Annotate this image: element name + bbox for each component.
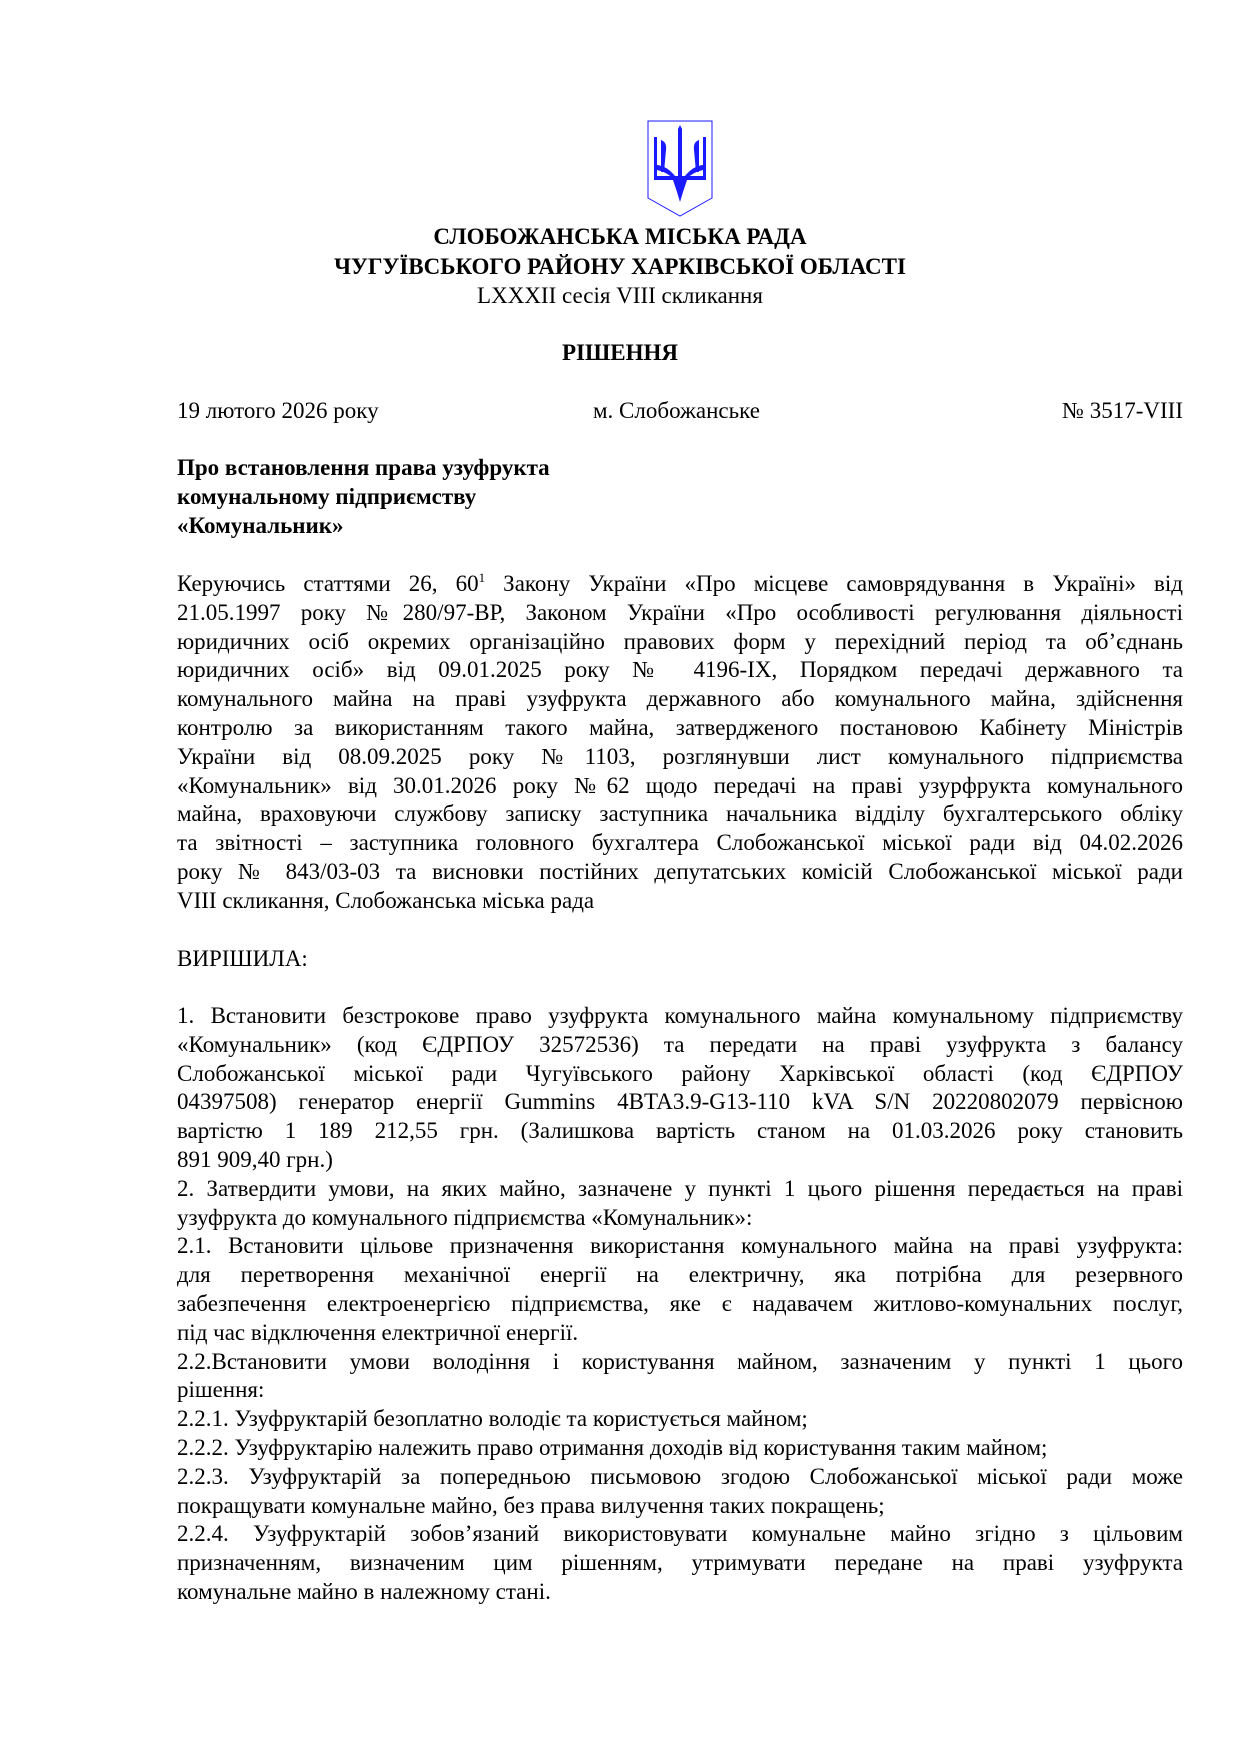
coat-of-arms-icon [647,120,713,217]
district-name: ЧУГУЇВСЬКОГО РАЙОНУ ХАРКІВСЬКОЇ ОБЛАСТІ [334,254,906,279]
resolution-line: рішення: [177,1377,265,1403]
session-info: LXXXII сесія VIII скликання [477,283,763,308]
resolution-line: під час відключення електричної енергії. [177,1319,579,1345]
resolution-paragraph [177,1520,1183,1606]
resolution-line: покращувати комунальне майно, без права вилучення таких покращень; [177,1492,885,1518]
subject-line: Про встановлення права узуфрукта [177,455,550,480]
superscript: 1 [478,570,486,585]
decision-place: м. Слобожанське [593,398,760,423]
resolution-line: призначенням, визначеним цим рішенням, утримувати передане на праві узуфрукта [177,1550,1183,1576]
decision-date: 19 лютого 2026 року [177,398,379,423]
resolution-line: «Комунальник» (код ЄДРПОУ 32572536) та передати на праві узуфрукта з балансу [177,1031,1183,1057]
preamble-line: майна, враховуючи службову записку заступника начальника відділу бухгалтерського обліку [177,801,1183,827]
document-type-title: РІШЕННЯ [562,340,678,365]
resolution-paragraph [177,1002,1183,1175]
resolution-paragraph [177,1405,1183,1434]
resolution-line: узуфрукта до комунального підприємства «Комунальник»: [177,1204,753,1230]
resolution-line: 2.2.Встановити умови володіння і користування майном, зазначеним у пункті 1 цього [177,1348,1183,1374]
resolution-paragraph [177,1348,1183,1406]
resolution-paragraph [177,1463,1183,1521]
resolution-line: 2.2.1. Узуфруктарій безоплатно володіє та користується майном; [177,1406,808,1432]
subject-line: комунальному підприємству [177,483,477,509]
preamble-text: Керуючись статтями 26, 60 [177,571,479,596]
decision-number: № 3517-VIII [1062,398,1183,423]
preamble-line: року № 843/03-03 та висновки постійних депутатських комісій Слобожанської міської ради [177,858,1183,884]
resolution-paragraph [177,1175,1183,1233]
preamble-line: та звітності – заступника головного бухгалтера Слобожанської міської ради від 04.02.2026 [177,830,1183,856]
resolution-line: 1. Встановити безстрокове право узуфрукта комунального майна комунальному підприємству [177,1003,1183,1028]
council-name: СЛОБОЖАНСЬКА МІСЬКА РАДА [433,224,807,249]
resolution-line: Слобожанської міської ради Чугуївського району Харківської області (код ЄДРПОУ [177,1060,1183,1086]
preamble-line: VIII скликання, Слобожанська міська рада [177,887,595,913]
resolution-line: 04397508) генератор енергії Gummins 4BTA3.9-G13-110 kVA S/N 20220802079 первісною [177,1089,1183,1115]
resolution-line: вартістю 1 189 212,55 грн. (Залишкова вартість станом на 01.03.2026 року становить [177,1118,1183,1144]
decided-text: ВИРІШИЛА: [177,946,308,971]
resolution-line: 2.2.4. Узуфруктарій зобов’язаний використовувати комунальне майно згідно з цільовим [177,1521,1183,1547]
resolution-line: комунальне майно в належному стані. [177,1578,551,1604]
preamble-paragraph [177,570,1183,916]
resolution-paragraph [177,1434,1183,1463]
decision-subject [177,454,1183,540]
preamble-line: контролю за використанням такого майна, затвердженого постановою Кабінету Міністрів [177,714,1183,740]
preamble-line: юридичних осіб окремих організаційно правових форм у перехідний період та об’єднань [177,628,1183,654]
resolution-line: для перетворення механічної енергії на електричну, яка потрібна для резервного [177,1262,1183,1288]
resolution-line: 2.2.2. Узуфруктарію належить право отримання доходів від користування таким майном; [177,1434,1048,1460]
preamble-line [177,570,1183,599]
preamble-text: Закону України «Про місцеве самоврядування в Україні» від [485,571,1183,596]
preamble-line: 21.05.1997 року №280/97-ВР, Законом України «Про особливості регулювання діяльності [177,599,1183,625]
resolution-line: 2.1. Встановити цільове призначення використання комунального майна на праві узуфрукта: [177,1233,1183,1259]
resolution-line: 2.2.3. Узуфруктарій за попередньою письмовою згодою Слобожанської міської ради може [177,1463,1183,1489]
decided-label [177,945,1183,974]
resolution-line: 891 909,40 грн.) [177,1146,333,1172]
preamble-line: «Комунальник» від 30.01.2026 року №62 щодо передачі на праві узурфрукта комунального [177,772,1183,798]
resolution-paragraph [177,1232,1183,1347]
preamble-line: України від 08.09.2025 року №1103, розглянувши лист комунального підприємства [177,743,1183,769]
date-place-number-line [177,396,1183,425]
resolution-line: забезпечення електроенергією підприємства, яке є надавачем житлово-комунальних послуг, [177,1290,1183,1316]
preamble-line: комунального майна на праві узуфрукта державного або комунального майна, здійснення [177,686,1183,712]
preamble-line: юридичних осіб» від 09.01.2025 року № 4196-ІХ, Порядком передачі державного та [177,657,1183,683]
resolution-items [177,1002,1183,1607]
subject-line: «Комунальник» [177,512,344,538]
resolution-line: 2. Затвердити умови, на яких майно, зазначене у пункті 1 цього рішення передається на праві [177,1175,1183,1201]
